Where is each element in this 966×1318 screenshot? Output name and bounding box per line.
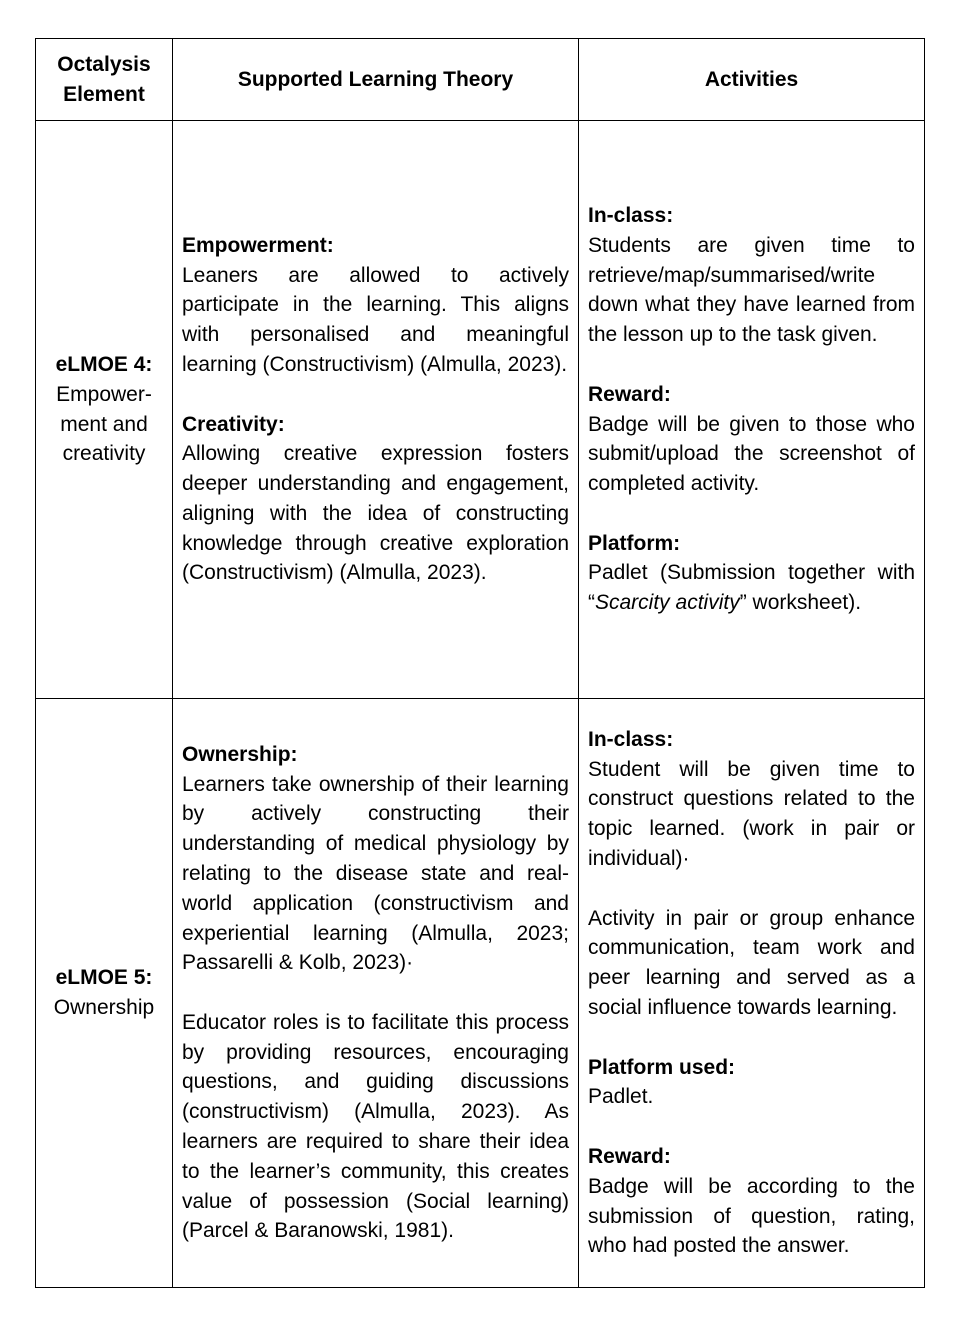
- theory-text: Allowing creative expression fosters deeper understanding and engagement, aligning with the idea of constructing knowledge through creative exploration (Constructivism) (Almulla, 2023).: [182, 442, 569, 585]
- element-code: eLMOE 4:: [55, 352, 153, 376]
- header-learning-theory: Supported Learning Theory: [173, 39, 579, 121]
- activity-text: Badge will be according to the submission of question, rating, who had posted the answer.: [588, 1174, 915, 1258]
- activity-text: Activity in pair or group enhance communication, team work and peer learning and served as a social influence towards learning.: [588, 906, 915, 1019]
- theory-label: Empowerment:: [182, 233, 334, 257]
- theory-text: Leaners are allowed to actively participate in the learning. This aligns with personalised and meaningful learning (Constructivism) (Almulla, 2023).: [182, 263, 569, 376]
- activity-label: In-class:: [588, 727, 674, 751]
- theory-label: Ownership:: [182, 742, 298, 766]
- activity-label: In-class:: [588, 203, 674, 227]
- theory-cell: [173, 699, 579, 1288]
- activity-label: Reward:: [588, 382, 671, 406]
- element-cell: [36, 121, 173, 699]
- header-octalysis-element: Octalysis Element: [36, 39, 173, 121]
- activities-cell: [579, 121, 925, 699]
- activity-label: Reward:: [588, 1144, 671, 1168]
- theory-cell: [173, 121, 579, 699]
- activities-cell: [579, 699, 925, 1288]
- octalysis-table: [35, 38, 925, 1288]
- activity-text: [588, 558, 915, 618]
- activity-text-italic: Scarcity activity: [595, 591, 740, 615]
- table-row: [36, 699, 925, 1288]
- element-name: Ownership: [53, 996, 155, 1019]
- activity-label: Platform:: [588, 531, 681, 555]
- header-row: [36, 39, 925, 121]
- header-activities: Activities: [579, 39, 925, 121]
- theory-text: Learners take ownership of their learning by actively constructing their understanding of medical physiology by relating to the disease state and real-world application (constructivism and experiential learning (Almulla, 2023; Passarelli & Kolb, 2023)·: [182, 772, 569, 975]
- activity-text-end: ” worksheet).: [739, 591, 862, 615]
- element-code: eLMOE 5:: [55, 966, 153, 990]
- activity-text: Students are given time to retrieve/map/summarised/write down what they have learned from the lesson up to the task given.: [588, 233, 915, 347]
- activity-text: Student will be given time to construct questions related to the topic learned. (work in pair or individual)·: [588, 757, 915, 871]
- element-name: Empower-ment and creativity: [56, 382, 152, 466]
- activity-text: Padlet.: [588, 1085, 654, 1109]
- theory-label: Creativity:: [182, 412, 285, 436]
- element-cell: [36, 699, 173, 1288]
- activity-label: Platform used:: [588, 1055, 736, 1079]
- activity-text-start: Padlet (Submission together with “: [588, 561, 915, 615]
- activity-text: Badge will be given to those who submit/upload the screenshot of completed activity.: [588, 412, 915, 496]
- table-row: [36, 121, 925, 699]
- theory-text: Educator roles is to facilitate this process by providing resources, encouraging questions, and guiding discussions (constructivism) (Almulla, 2023). As learners are required to share their idea to the learner’s community, this creates value of possession (Social learning) (Parcel & Baranowski, 1981).: [182, 1010, 569, 1243]
